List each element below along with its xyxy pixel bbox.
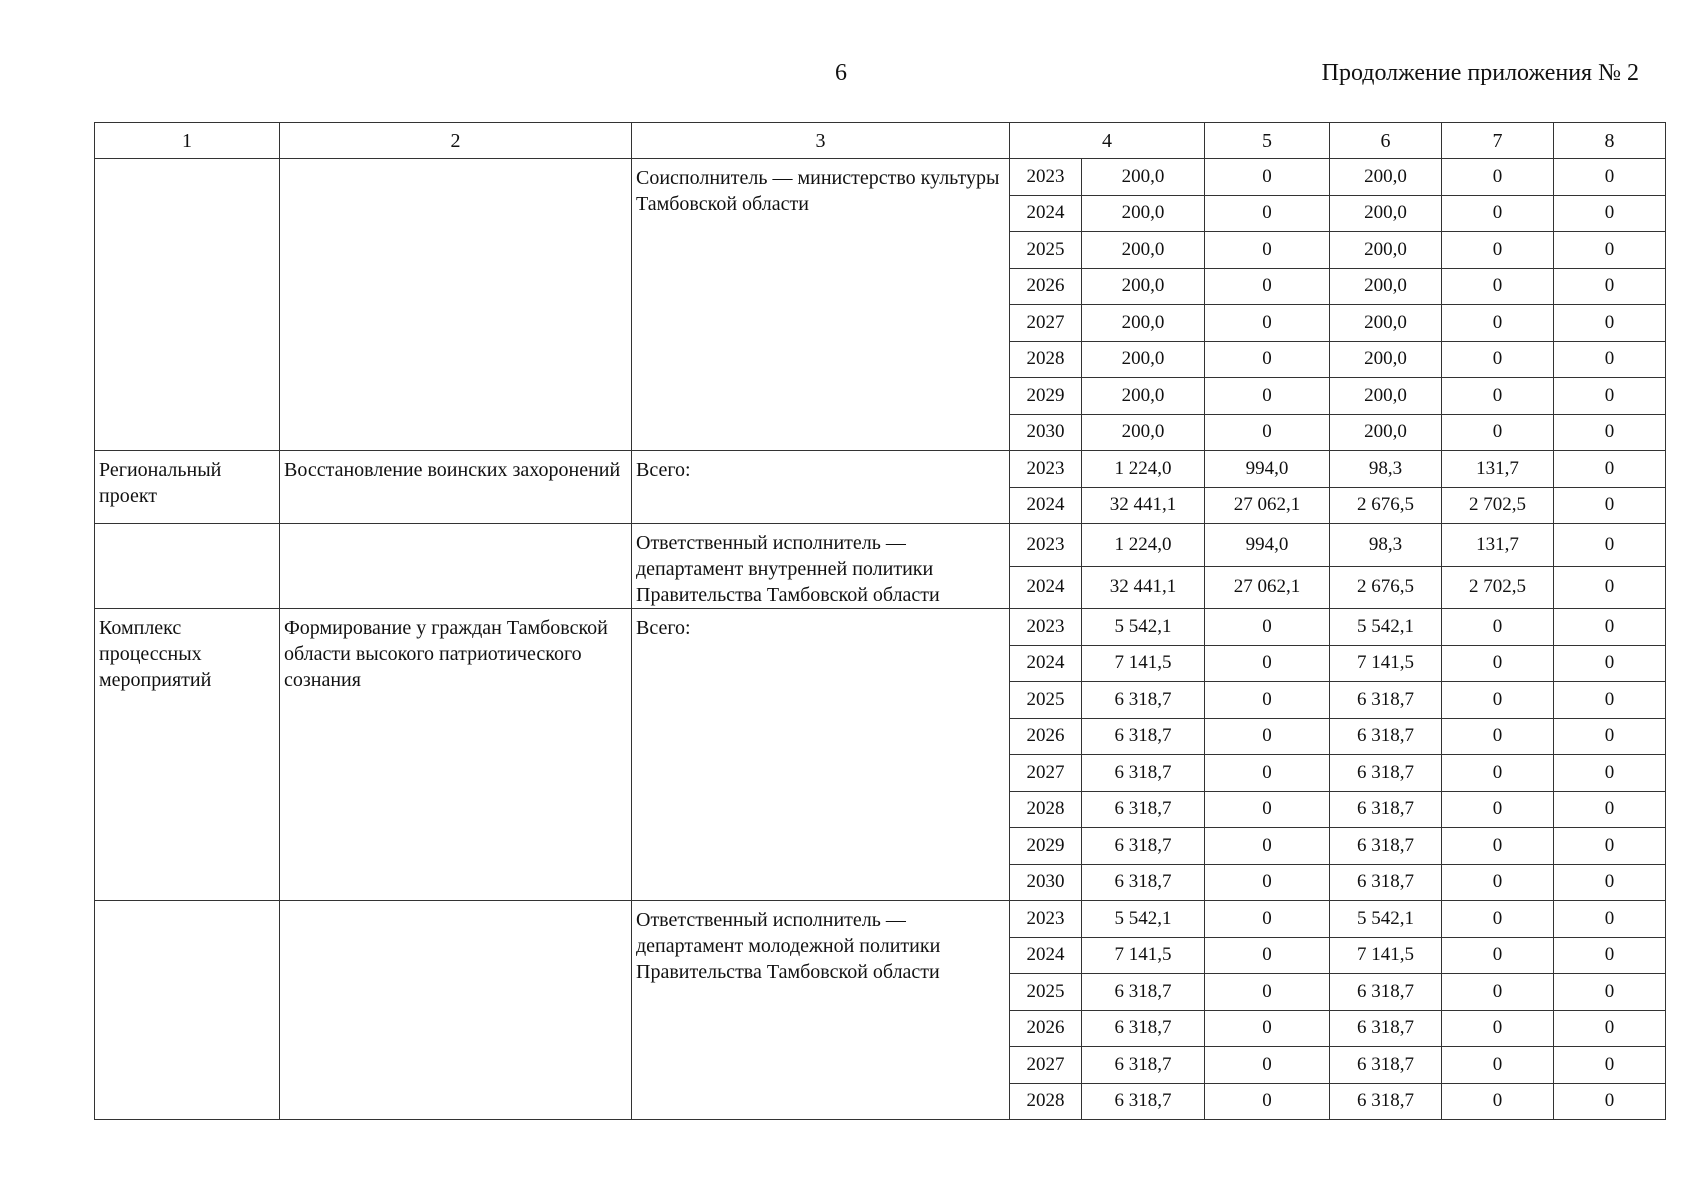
value-cell: 0 [1442, 305, 1554, 342]
header-cell: 7 [1442, 123, 1554, 159]
page-number: 6 [835, 60, 847, 86]
year-cell: 2030 [1010, 414, 1082, 451]
table-body [95, 123, 1666, 1120]
item-type-cell [95, 524, 280, 609]
value-cell: 0 [1442, 755, 1554, 792]
value-cell: 0 [1442, 1083, 1554, 1120]
value-cell: 131,7 [1442, 451, 1554, 488]
item-name-cell: Формирование у граждан Тамбовской области высокого патриотического сознания [280, 609, 632, 901]
value-cell: 6 318,7 [1330, 1010, 1442, 1047]
year-cell: 2024 [1010, 487, 1082, 524]
value-cell: 6 318,7 [1330, 864, 1442, 901]
value-cell: 7 141,5 [1330, 937, 1442, 974]
value-cell: 200,0 [1082, 159, 1205, 196]
header-cell: 5 [1205, 123, 1330, 159]
item-type-cell: Комплекс процессных мероприятий [95, 609, 280, 901]
value-cell: 200,0 [1330, 268, 1442, 305]
value-cell: 200,0 [1082, 232, 1205, 269]
year-cell: 2026 [1010, 268, 1082, 305]
value-cell: 0 [1442, 341, 1554, 378]
year-cell: 2023 [1010, 609, 1082, 646]
year-cell: 2028 [1010, 791, 1082, 828]
value-cell: 0 [1442, 1047, 1554, 1084]
value-cell: 6 318,7 [1330, 828, 1442, 865]
value-cell: 0 [1442, 378, 1554, 415]
value-cell: 2 676,5 [1330, 566, 1442, 609]
value-cell: 0 [1554, 414, 1666, 451]
value-cell: 0 [1205, 937, 1330, 974]
value-cell: 6 318,7 [1082, 755, 1205, 792]
header-cell: 4 [1010, 123, 1205, 159]
value-cell: 6 318,7 [1082, 1047, 1205, 1084]
header-cell: 3 [632, 123, 1010, 159]
value-cell: 200,0 [1330, 195, 1442, 232]
value-cell: 0 [1205, 682, 1330, 719]
value-cell: 0 [1442, 937, 1554, 974]
value-cell: 5 542,1 [1330, 609, 1442, 646]
item-name-cell [280, 524, 632, 609]
year-cell: 2025 [1010, 232, 1082, 269]
value-cell: 0 [1205, 974, 1330, 1011]
value-cell: 2 676,5 [1330, 487, 1442, 524]
value-cell: 0 [1554, 524, 1666, 567]
value-cell: 1 224,0 [1082, 524, 1205, 567]
value-cell: 0 [1442, 159, 1554, 196]
value-cell: 32 441,1 [1082, 487, 1205, 524]
value-cell: 200,0 [1330, 341, 1442, 378]
year-cell: 2023 [1010, 159, 1082, 196]
item-name-cell [280, 159, 632, 451]
item-type-cell [95, 901, 280, 1120]
year-cell: 2029 [1010, 378, 1082, 415]
value-cell: 200,0 [1330, 232, 1442, 269]
value-cell: 6 318,7 [1082, 1083, 1205, 1120]
item-type-cell: Региональный проект [95, 451, 280, 524]
value-cell: 0 [1554, 645, 1666, 682]
year-cell: 2028 [1010, 1083, 1082, 1120]
value-cell: 0 [1205, 159, 1330, 196]
year-cell: 2025 [1010, 682, 1082, 719]
value-cell: 0 [1554, 901, 1666, 938]
value-cell: 6 318,7 [1082, 864, 1205, 901]
year-cell: 2024 [1010, 645, 1082, 682]
value-cell: 6 318,7 [1330, 718, 1442, 755]
value-cell: 0 [1554, 566, 1666, 609]
value-cell: 0 [1442, 609, 1554, 646]
value-cell: 0 [1205, 305, 1330, 342]
year-cell: 2027 [1010, 305, 1082, 342]
value-cell: 0 [1442, 901, 1554, 938]
year-cell: 2024 [1010, 937, 1082, 974]
value-cell: 0 [1554, 232, 1666, 269]
value-cell: 6 318,7 [1082, 791, 1205, 828]
value-cell: 0 [1554, 974, 1666, 1011]
value-cell: 6 318,7 [1330, 1047, 1442, 1084]
value-cell: 200,0 [1082, 378, 1205, 415]
value-cell: 6 318,7 [1330, 791, 1442, 828]
value-cell: 6 318,7 [1082, 718, 1205, 755]
item-type-cell [95, 159, 280, 451]
value-cell: 0 [1442, 791, 1554, 828]
table-row [95, 609, 1666, 646]
value-cell: 0 [1442, 414, 1554, 451]
value-cell: 0 [1554, 195, 1666, 232]
value-cell: 0 [1442, 1010, 1554, 1047]
item-name-cell [280, 901, 632, 1120]
value-cell: 6 318,7 [1330, 682, 1442, 719]
value-cell: 200,0 [1082, 268, 1205, 305]
value-cell: 0 [1554, 268, 1666, 305]
year-cell: 2023 [1010, 451, 1082, 488]
value-cell: 0 [1554, 451, 1666, 488]
table-row [95, 524, 1666, 567]
executor-cell: Ответственный исполнитель — департамент внутренней политики Правительства Тамбовской области [632, 524, 1010, 609]
value-cell: 0 [1554, 341, 1666, 378]
value-cell: 0 [1442, 828, 1554, 865]
value-cell: 0 [1205, 791, 1330, 828]
header-cell: 1 [95, 123, 280, 159]
header-cell: 2 [280, 123, 632, 159]
value-cell: 0 [1554, 159, 1666, 196]
value-cell: 0 [1205, 755, 1330, 792]
year-cell: 2027 [1010, 1047, 1082, 1084]
value-cell: 200,0 [1330, 305, 1442, 342]
value-cell: 5 542,1 [1330, 901, 1442, 938]
value-cell: 0 [1554, 1083, 1666, 1120]
value-cell: 6 318,7 [1082, 682, 1205, 719]
value-cell: 0 [1442, 645, 1554, 682]
value-cell: 7 141,5 [1330, 645, 1442, 682]
value-cell: 0 [1554, 378, 1666, 415]
value-cell: 0 [1554, 937, 1666, 974]
value-cell: 200,0 [1082, 414, 1205, 451]
value-cell: 0 [1205, 645, 1330, 682]
value-cell: 0 [1554, 682, 1666, 719]
table-row [95, 451, 1666, 488]
value-cell: 0 [1205, 1083, 1330, 1120]
table-row [95, 901, 1666, 938]
value-cell: 0 [1554, 828, 1666, 865]
value-cell: 5 542,1 [1082, 901, 1205, 938]
value-cell: 0 [1205, 901, 1330, 938]
value-cell: 98,3 [1330, 524, 1442, 567]
value-cell: 0 [1554, 487, 1666, 524]
value-cell: 0 [1205, 864, 1330, 901]
value-cell: 6 318,7 [1082, 828, 1205, 865]
value-cell: 0 [1554, 1047, 1666, 1084]
value-cell: 200,0 [1330, 378, 1442, 415]
value-cell: 994,0 [1205, 451, 1330, 488]
year-cell: 2025 [1010, 974, 1082, 1011]
value-cell: 6 318,7 [1330, 1083, 1442, 1120]
year-cell: 2024 [1010, 566, 1082, 609]
value-cell: 5 542,1 [1082, 609, 1205, 646]
value-cell: 2 702,5 [1442, 487, 1554, 524]
value-cell: 0 [1205, 378, 1330, 415]
executor-cell: Соисполнитель — министерство культуры Тамбовской области [632, 159, 1010, 451]
value-cell: 0 [1442, 232, 1554, 269]
value-cell: 200,0 [1330, 159, 1442, 196]
executor-cell: Всего: [632, 451, 1010, 524]
value-cell: 0 [1205, 341, 1330, 378]
value-cell: 131,7 [1442, 524, 1554, 567]
year-cell: 2023 [1010, 901, 1082, 938]
value-cell: 0 [1442, 974, 1554, 1011]
value-cell: 0 [1205, 1010, 1330, 1047]
value-cell: 0 [1205, 195, 1330, 232]
value-cell: 0 [1554, 305, 1666, 342]
value-cell: 98,3 [1330, 451, 1442, 488]
value-cell: 1 224,0 [1082, 451, 1205, 488]
header-cell: 8 [1554, 123, 1666, 159]
executor-cell: Всего: [632, 609, 1010, 901]
value-cell: 0 [1554, 755, 1666, 792]
value-cell: 0 [1442, 682, 1554, 719]
value-cell: 0 [1205, 1047, 1330, 1084]
value-cell: 0 [1205, 414, 1330, 451]
value-cell: 6 318,7 [1082, 1010, 1205, 1047]
year-cell: 2026 [1010, 718, 1082, 755]
value-cell: 32 441,1 [1082, 566, 1205, 609]
year-cell: 2024 [1010, 195, 1082, 232]
value-cell: 6 318,7 [1330, 974, 1442, 1011]
value-cell: 0 [1205, 268, 1330, 305]
value-cell: 0 [1205, 609, 1330, 646]
value-cell: 0 [1554, 1010, 1666, 1047]
value-cell: 0 [1442, 195, 1554, 232]
value-cell: 200,0 [1330, 414, 1442, 451]
header-cell: 6 [1330, 123, 1442, 159]
value-cell: 27 062,1 [1205, 487, 1330, 524]
value-cell: 200,0 [1082, 341, 1205, 378]
value-cell: 0 [1205, 828, 1330, 865]
value-cell: 6 318,7 [1330, 755, 1442, 792]
value-cell: 0 [1554, 609, 1666, 646]
value-cell: 0 [1442, 718, 1554, 755]
year-cell: 2028 [1010, 341, 1082, 378]
value-cell: 0 [1442, 268, 1554, 305]
header-row [95, 123, 1666, 159]
value-cell: 994,0 [1205, 524, 1330, 567]
value-cell: 0 [1442, 864, 1554, 901]
value-cell: 2 702,5 [1442, 566, 1554, 609]
value-cell: 0 [1205, 718, 1330, 755]
funding-table [94, 122, 1666, 1120]
value-cell: 0 [1554, 718, 1666, 755]
year-cell: 2023 [1010, 524, 1082, 567]
value-cell: 7 141,5 [1082, 645, 1205, 682]
value-cell: 200,0 [1082, 305, 1205, 342]
year-cell: 2029 [1010, 828, 1082, 865]
table-row [95, 159, 1666, 196]
executor-cell: Ответственный исполнитель — департамент молодежной политики Правительства Тамбовской области [632, 901, 1010, 1120]
annex-title: Продолжение приложения № 2 [1321, 60, 1639, 86]
year-cell: 2030 [1010, 864, 1082, 901]
item-name-cell: Восстановление воинских захоронений [280, 451, 632, 524]
value-cell: 0 [1205, 232, 1330, 269]
value-cell: 0 [1554, 864, 1666, 901]
year-cell: 2027 [1010, 755, 1082, 792]
value-cell: 7 141,5 [1082, 937, 1205, 974]
value-cell: 6 318,7 [1082, 974, 1205, 1011]
value-cell: 200,0 [1082, 195, 1205, 232]
year-cell: 2026 [1010, 1010, 1082, 1047]
value-cell: 27 062,1 [1205, 566, 1330, 609]
value-cell: 0 [1554, 791, 1666, 828]
